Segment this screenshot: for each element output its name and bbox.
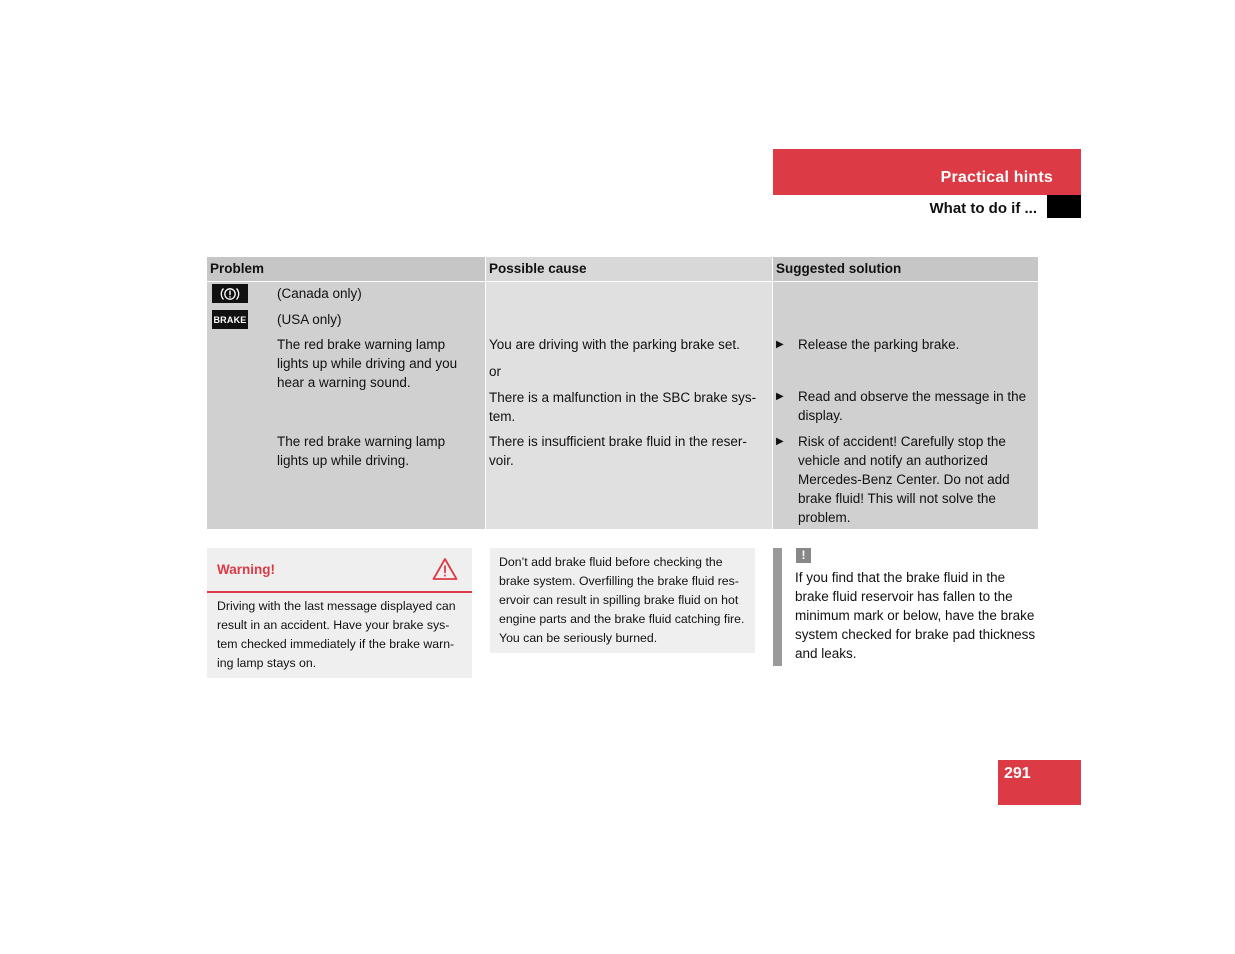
warning-box [207,548,472,678]
caution-text: Don’t add brake fluid before checking the brake system. Overfilling the brake fluid res-ervoir can result in spilling brake fluid on hot engine parts and the brake fluid catching fire. You can be seriously burned. [499,555,745,645]
solution-3-text: Risk of accident! Carefully stop the vehicle and notify an authorized Mercedes-Benz Center. Do not add brake fluid! This will not solve the problem. [798,434,1010,525]
cause-2-text: There is a malfunction in the SBC brake sys-tem. [489,390,757,424]
cause-1-text: You are driving with the parking brake set. [489,337,740,352]
section-title: Practical hints [940,169,1053,186]
solution-2-text: Read and observe the message in the display. [798,389,1027,423]
bullet-arrow-icon: ▶ [776,339,784,350]
usa-only-label: (USA only) [277,312,342,327]
problem-column [207,257,485,529]
column-header-solution: Suggested solution [773,257,1038,282]
bullet-arrow-icon: ▶ [776,436,784,447]
column-header-cause: Possible cause [486,257,772,282]
note-side-bar [773,548,782,666]
page-number-badge [998,760,1081,805]
brake-warning-circle-icon [212,284,248,303]
bullet-arrow-icon: ▶ [776,391,784,402]
warning-triangle-icon [432,557,458,581]
solution-1-text: Release the parking brake. [798,337,960,352]
page-number: 291 [1004,765,1031,782]
header-tab-marker [1047,195,1081,218]
cause-column [486,257,772,529]
troubleshooting-table [207,257,1038,529]
cause-or-text: or [489,364,502,379]
problem-2-text: The red brake warning lamp lights up while driving. [277,434,446,468]
canada-only-label: (Canada only) [277,286,362,301]
brake-text-icon: BRAKE [212,310,248,329]
brake-fluid-caution-box [490,548,755,653]
cause-3-text: There is insufficient brake fluid in the reser-voir. [489,434,747,468]
solution-column [773,257,1038,529]
exclamation-note-icon: ! [796,548,811,563]
warning-text: Driving with the last message displayed can result in an accident. Have your brake sys-tem checked immediately if the brake warn-ing lamp stays on. [217,599,456,670]
section-header-bar [773,149,1081,195]
warning-header [207,548,472,593]
column-header-problem: Problem [207,257,485,282]
problem-1-text: The red brake warning lamp lights up while driving and you hear a warning sound. [277,337,458,390]
note-text: If you find that the brake fluid in the brake fluid reservoir has fallen to the minimum mark or below, have the brake system checked for brake pad thickness and leaks. [795,570,1036,661]
subsection-title: What to do if ... [929,200,1037,217]
warning-title: Warning! [217,562,275,577]
